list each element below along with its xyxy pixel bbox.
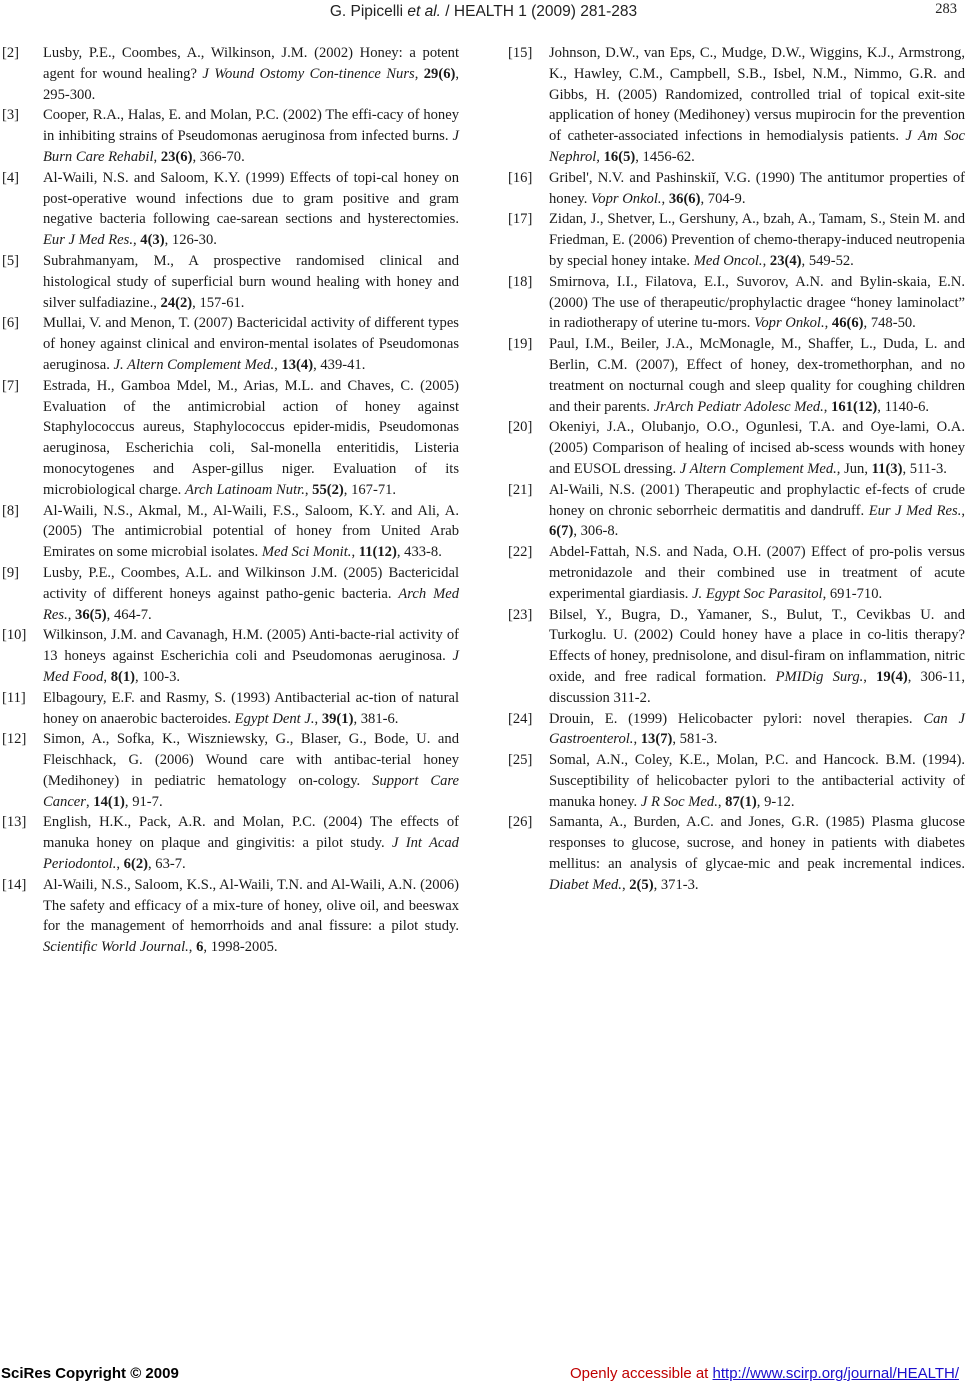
reference-entry [2,105,459,167]
reference-segment: Elbagoury, E.F. and Rasmy, S. (1993) Antibacterial ac-tion of natural honey on anaerobic bacteroides. [43,689,459,727]
reference-segment: , [863,668,877,685]
reference-entry [508,209,965,271]
volume-issue: 6(7) [549,523,574,540]
reference-entry [508,605,965,709]
journal-name: J Burn Care Rehabil [43,128,459,165]
reference-text [43,251,459,313]
reference-number: [4] [2,169,20,186]
reference-entry [2,168,459,251]
reference-text [549,168,965,210]
journal-name: PMIDig Surg. [775,668,864,685]
reference-segment: , 549-52. [801,252,854,269]
volume-issue: 8(1) [110,668,136,685]
journal-name: Diabet Med. [549,876,622,893]
reference-number: [2] [2,45,20,61]
reference-number: [13] [2,814,27,831]
reference-entry [508,43,965,168]
reference-text [549,709,965,751]
reference-segment: , [961,502,965,519]
reference-segment: , 9-12. [756,793,795,810]
reference-segment: , [274,356,282,373]
reference-segment: Zidan, J., Shetver, L., Gershuny, A., bzah, A., Tamam, S., Stein M. and Friedman, E. (2006) Prevention of chemo-therapy-induced neutropenia by special honey intake. [549,211,965,269]
reference-segment: , [633,731,641,748]
journal-name: Eur J Med Res. [43,232,133,249]
reference-text [549,43,965,168]
volume-issue: 36(6) [668,190,701,207]
volume-issue: 11(3) [871,460,903,477]
reference-text [43,43,459,105]
reference-segment: Mullai, V. and Menon, T. (2007) Bactericidal activity of different types of honey against clinical and environ-mental isolates of Pseudomonas aeruginosa. [43,315,459,373]
reference-segment: , [762,252,770,269]
reference-segment: English, H.K., Pack, A.R. and Molan, P.C. (2004) The effects of manuka honey on plaque and gingivitis: a pilot study. [43,814,459,852]
volume-issue: 6 [196,939,204,956]
reference-segment: Okeniyi, J.A., Olubanjo, O.O., Ogunlesi, T.A. and Oye-lami, O.A. (2005) Comparison of healing of incised ab-scess wounds with honey and EUSOL dressing. [549,419,965,477]
volume-issue: 6(2) [123,856,148,873]
reference-segment: , 306-8. [573,523,619,540]
reference-segment: , [661,190,669,207]
reference-entry [2,563,459,625]
reference-segment: Subrahmanyam, M., A prospective randomised clinical and histological study of superficial burn wound healing with honey and silver sulfadiazine., [43,252,459,311]
reference-text [43,563,459,625]
reference-number: [6] [2,315,20,332]
volume-issue: 16(5) [603,148,636,165]
reference-segment: , [314,710,322,727]
reference-text [549,605,965,709]
reference-segment: , 748-50. [863,315,916,332]
volume-issue: 24(2) [160,294,193,311]
reference-text [549,272,965,334]
reference-entry [2,812,459,874]
reference-segment: , 704-9. [700,190,746,207]
volume-issue: 23(4) [769,252,802,269]
reference-segment: Johnson, D.W., van Eps, C., Mudge, D.W., Wiggins, K.J., Armstrong, K., Hawley, C.M., Campbell, S.B., Isbel, N.M., Nimmo, G.R. and Gibbs, H. (2005) Randomized, controlled trial of topical exit-site application of honey (Medihoney) versus mupirocin for the prevention of catheter-associated infections in hemodialysis patients. [549,45,965,145]
reference-segment: , 126-30. [164,232,217,249]
journal-name: Arch Latinoam Nutr. [184,481,305,498]
reference-column-right [508,43,965,896]
reference-segment: , [85,793,94,810]
journal-name: J Wound Ostomy Con-tinence Nurs [202,65,415,82]
reference-segment: , [103,668,111,685]
journal-name: J Int Acad Periodontol. [43,835,459,873]
reference-segment: , 306-11, discussion 311-2. [549,668,966,706]
reference-entry [508,334,965,417]
reference-segment: , [304,481,313,498]
reference-segment: , 381-6. [353,710,399,727]
reference-text [549,542,965,604]
reference-segment: Drouin, E. (1999) Helicobacter pylori: novel therapies. [549,710,924,727]
reference-segment: Al-Waili, N.S., Akmal, M., Al-Waili, F.S., Saloom, K.Y. and Ali, A. (2005) The antimicrobial potential of honey from United Arab Emirates on some microbial isolates. [43,502,459,561]
reference-number: [11] [2,689,26,706]
reference-column-left [2,43,459,958]
reference-number: [14] [2,876,27,893]
volume-issue: 87(1) [725,793,757,810]
journal-name: J Am Soc Nephrol, [549,128,966,165]
reference-segment: , 511-3. [902,460,947,477]
reference-entry [2,625,459,687]
volume-issue: 39(1) [321,710,354,727]
volume-issue: 13(4) [281,356,314,373]
reference-segment: , 1140-6. [877,398,930,415]
running-header [0,0,967,26]
volume-issue: 161(12) [831,398,878,415]
reference-segment: , 91-7. [124,793,163,810]
header-etal: et al. [407,3,441,20]
reference-entry [508,812,965,895]
reference-text [43,875,459,958]
journal-url-link[interactable]: http://www.scirp.org/journal/HEALTH/ [712,1365,959,1382]
reference-segment: Simon, A., Sofka, K., Wiszniewsky, G., Blaser, G., Bode, U. and Fleischhack, G. (2006) Wound care with antibac-terial honey (Medihoney) in pediatric hematology on-cology. [43,731,459,789]
reference-number: [20] [508,419,533,436]
reference-entry [508,417,965,479]
reference-segment: Wilkinson, J.M. and Cavanagh, H.M. (2005) Anti-bacte-rial activity of 13 honeys against Escherichia coli and Pseudomonas aeruginosa. [43,627,459,665]
reference-number: [16] [508,169,533,186]
reference-entry [2,376,459,501]
reference-text [549,480,965,542]
reference-segment: Estrada, H., Gamboa Mdel, M., Arias, M.L. and Chaves, C. (2005) Evaluation of the antimicrobial action of honey against Staphylococcus aureus, Staphylococcus epider-midis, Pseudomonas aeruginosa, Escherichia coli, Sal-monella enteritidis, Listeria monocytogenes and Asper-gillus niger. Evaluation of its microbiological charge. [43,377,459,498]
reference-text [549,812,965,895]
reference-number: [9] [2,564,20,581]
reference-entry [2,313,459,375]
page-number: 283 [935,1,957,17]
reference-segment: , 1456-62. [635,148,695,165]
reference-segment: Gribel', N.V. and Pashinskiĭ, V.G. (1990) The antitumor properties of honey. [549,169,965,207]
reference-segment: , [351,544,359,561]
reference-number: [25] [508,752,533,769]
header-authors: G. Pipicelli [329,3,404,20]
reference-number: [5] [2,252,20,269]
volume-issue: 4(3) [140,232,165,249]
copyright-notice: SciRes Copyright © 2009 [1,1365,179,1382]
volume-issue: 23(6) [160,148,193,165]
reference-segment: , 63-7. [148,856,186,873]
reference-entry [508,272,965,334]
reference-segment: , Jun, [836,460,872,477]
journal-name: Scientific World Journal. [43,939,189,956]
journal-name: JrArch Pediatr Adolesc Med. [653,398,824,415]
page-footer [0,1363,967,1389]
journal-name: J R Soc Med. [640,793,718,810]
reference-number: [15] [508,45,533,61]
reference-entry [508,709,965,751]
reference-segment: Al-Waili, N.S. and Saloom, K.Y. (1999) Effects of topi-cal honey on post-operative wound infections due to gram positive and gram negative bacteria following cae-sarean sections and hysterectomies. [43,169,459,228]
reference-entry [2,688,459,730]
reference-segment: , 433-8. [396,544,442,561]
reference-text [549,417,965,479]
reference-number: [17] [508,211,533,228]
reference-entry [508,168,965,210]
reference-text [43,625,459,687]
volume-issue: 46(6) [831,315,864,332]
reference-segment: , 100-3. [135,668,181,685]
reference-segment: , 464-7. [106,606,152,623]
reference-number: [24] [508,710,533,727]
reference-segment: , 167-71. [343,481,397,498]
reference-entry [2,43,459,105]
reference-number: [12] [2,731,27,748]
reference-segment: , [153,148,161,165]
reference-segment: Samanta, A., Burden, A.C. and Jones, G.R. (1985) Plasma glucose responses to glucose, sucrose, and honey in patients with diabetes mellitus: an analysis of glycae-mic and peak incremental indices. [549,814,965,873]
open-access-text: Openly accessible at [569,1365,713,1382]
journal-name: J. Altern Complement Med. [113,356,275,373]
journal-name: Med Sci Monit. [261,544,352,561]
reference-text [43,812,459,874]
reference-segment: , 691-710. [822,585,883,602]
reference-segment: , [823,398,832,415]
reference-text [43,313,459,375]
volume-issue: 55(2) [312,481,344,498]
reference-number: [21] [508,481,533,498]
reference-text [43,688,459,730]
volume-issue: 2(5) [629,876,654,893]
journal-name: J Altern Complement Med. [679,460,837,477]
journal-name: Med Oncol. [693,252,763,269]
reference-number: [18] [508,273,533,290]
reference-segment: , [116,856,124,873]
reference-number: [7] [2,377,20,394]
reference-entry [2,501,459,563]
reference-number: [26] [508,814,533,831]
reference-number: [19] [508,336,533,353]
journal-name: Arch Med Res. [43,585,460,623]
reference-segment: Lusby, P.E., Coombes, A., Wilkinson, J.M. (2002) Honey: a potent agent for wound healing? [43,45,459,82]
journal-name: Can J Gastroenterol. [549,710,965,748]
reference-text [549,334,965,417]
journal-name: Eur J Med Res. [868,502,962,519]
reference-text [549,750,965,812]
reference-number: [3] [2,107,20,124]
reference-segment: Somal, A.N., Coley, K.E., Molan, P.C. and Hancock. B.M. (1994). Susceptibility of helicobacter pylori to the antibacterial activity of manuka honey. [549,752,965,810]
reference-entry [508,542,965,604]
reference-segment: , 581-3. [672,731,718,748]
journal-name: J. Egypt Soc Parasitol [692,585,823,602]
reference-number: [23] [508,606,533,623]
reference-segment: , 371-3. [653,876,699,893]
reference-number: [10] [2,627,27,644]
journal-name: Egypt Dent J. [234,710,315,727]
reference-text [549,209,965,271]
reference-segment: Cooper, R.A., Halas, E. and Molan, P.C. (2002) The effi-cacy of honey in inhibiting strains of Pseudomonas aeruginosa from infected burns. [43,107,459,145]
reference-segment: Al-Waili, N.S. (2001) Therapeutic and prophylactic ef-fects of crude honey on chronic seborrheic dermatitis and dandruff. [549,481,965,519]
reference-number: [22] [508,544,533,561]
reference-text [43,376,459,501]
reference-entry [2,251,459,313]
volume-issue: 11(12) [358,544,397,561]
reference-segment: , 1998-2005. [203,939,278,956]
reference-segment: , [717,793,726,810]
reference-segment: Al-Waili, N.S., Saloom, K.S., Al-Waili, T.N. and Al-Waili, A.N. (2006) The safety and efficacy of a mix-ture of honey, olive oil, and beeswax for the management of hemorrhoids and anal fissure: a pilot study. [43,876,459,935]
reference-text [43,105,459,167]
open-access-notice [570,1365,959,1382]
reference-segment: Smirnova, I.I., Filatova, E.I., Suvorov, A.N. and Bylin-skaia, E.N. (2000) The use of therapeutic/prophylactic dragee “honey laminolact” in radiotherapy of uterine tu-mors. [549,273,965,332]
reference-number: [8] [2,502,20,519]
reference-segment: , [132,232,141,249]
reference-entry [2,729,459,812]
reference-text [43,501,459,563]
volume-issue: 14(1) [93,793,125,810]
reference-segment: , [824,315,832,332]
reference-segment: , [621,876,630,893]
reference-segment: , [414,65,424,82]
reference-segment: , 295-300. [43,65,460,103]
reference-text [43,168,459,251]
volume-issue: 36(5) [75,606,107,623]
reference-segment: , 157-61. [192,294,245,311]
journal-name: Vopr Onkol. [754,315,825,332]
volume-issue: 19(4) [876,668,908,685]
reference-text [43,729,459,812]
reference-segment: , [67,606,76,623]
journal-name: Support Care Cancer [43,772,459,810]
journal-name: J Med Food [43,648,459,685]
reference-segment: Lusby, P.E., Coombes, A.L. and Wilkinson J.M. (2005) Bactericidal activity of different honeys against patho-genic bacteria. [43,564,459,602]
volume-issue: 29(6) [423,65,456,82]
reference-segment: Bilsel, Y., Bugra, D., Yamaner, S., Bulut, T., Cevikbas U. and Turkoglu. U. (2002) Could honey have a place in co-litis therapy? Effects of honey, prednisolone, and disul-firam on inflammation, nitric oxide, and free radical formation. [549,606,965,685]
header-journal: / HEALTH 1 (2009) 281-283 [445,3,638,20]
journal-name: Vopr Onkol. [591,190,662,207]
reference-segment: , 366-70. [192,148,245,165]
reference-segment: Abdel-Fattah, N.S. and Nada, O.H. (2007) Effect of pro-polis versus metronidazole and their combined use in treatment of acute experimental giardiasis. [549,544,965,602]
reference-entry [508,750,965,812]
reference-segment: , 439-41. [313,356,366,373]
reference-segment: Paul, I.M., Beiler, J.A., McMonagle, M., Shaffer, L., Duda, L. and Berlin, C.M. (2007), Effect of honey, dex-tromethorphan, and no treatment on nocturnal cough and sleep quality for coughing children and their parents. [549,336,965,415]
reference-segment: , [188,939,197,956]
reference-entry [2,875,459,958]
reference-entry [508,480,965,542]
volume-issue: 13(7) [640,731,673,748]
